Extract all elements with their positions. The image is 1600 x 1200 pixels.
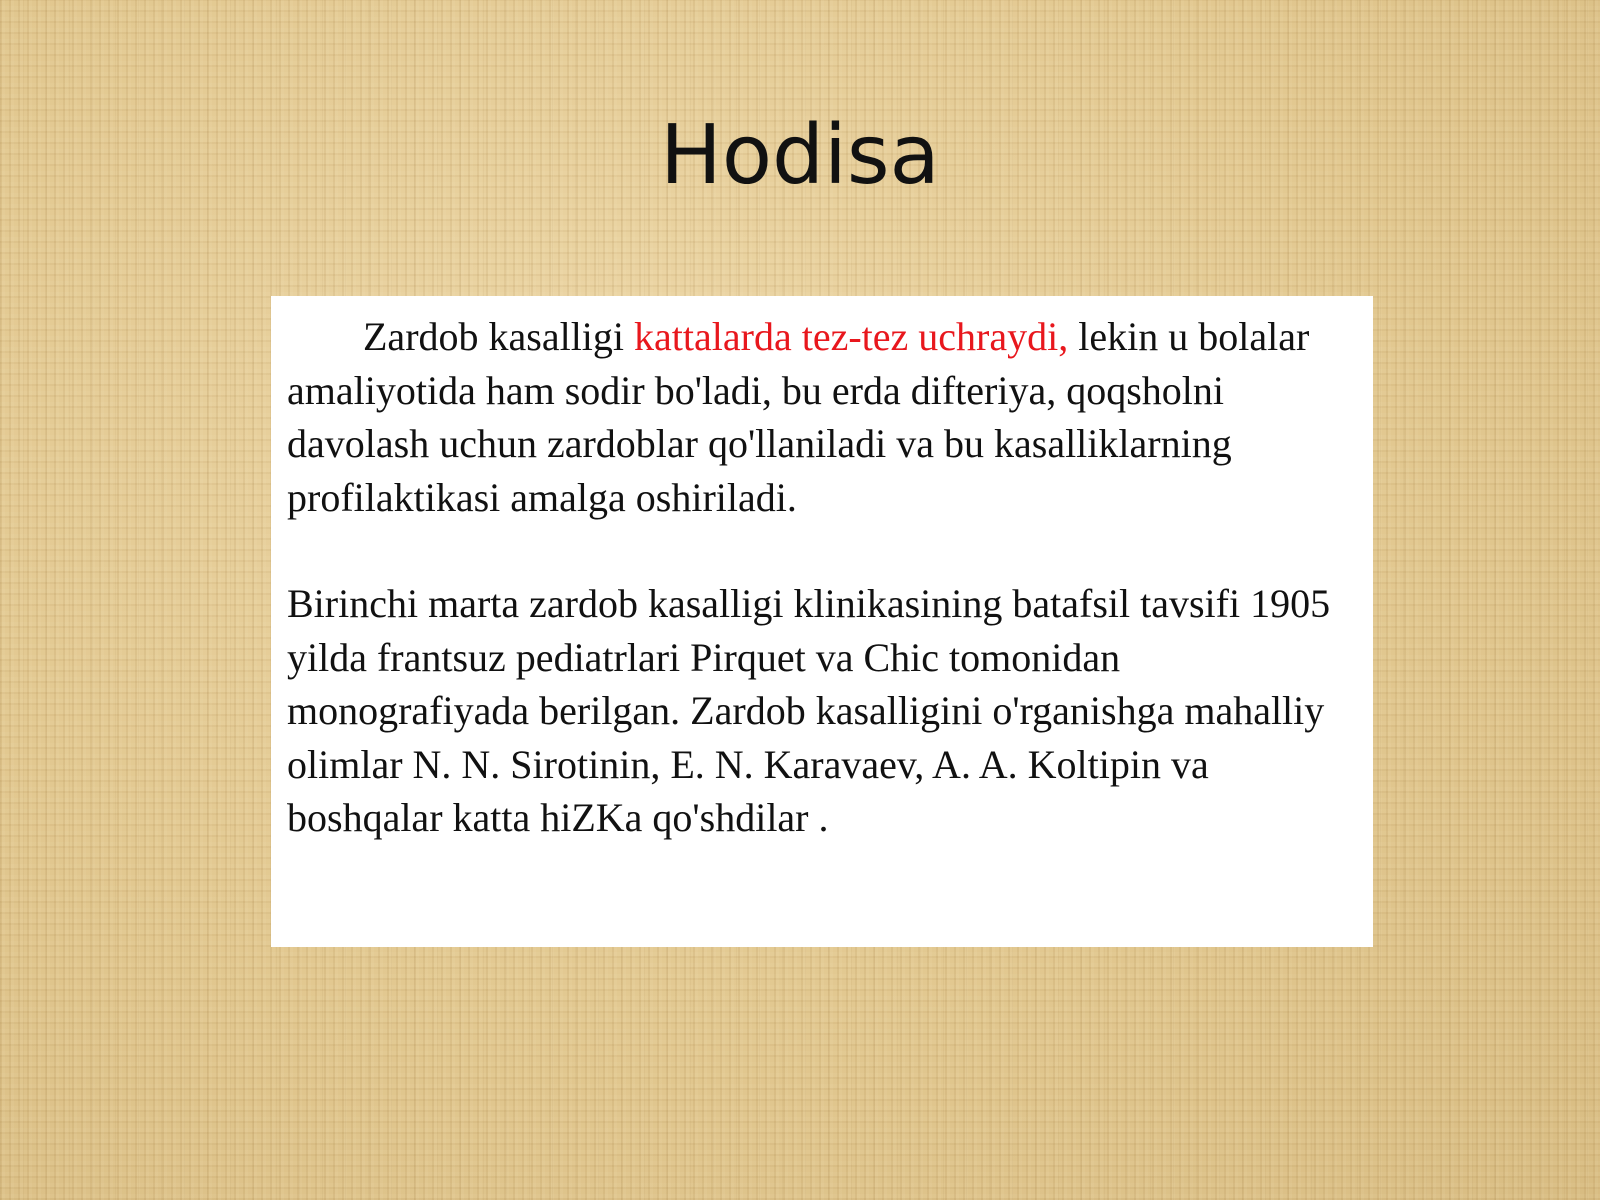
slide-title: Hodisa	[660, 108, 940, 203]
paragraph-1-part-2: lekin u bolalar amaliyotida ham sodir bo'ladi, bu erda difteriya, qoqsholni davolash uchun zardoblar qo'llaniladi va bu kasalliklarning profilaktikasi amalga oshiriladi.	[287, 314, 1310, 520]
paragraph-2: Birinchi marta zardob kasalligi klinikasining batafsil tavsifi 1905 yilda frantsuz pediatrlari Pirquet va Chic tomonidan monografiyada berilgan. Zardob kasalligini o'rganishga mahalliy olimlar N. N. Sirotinin, E. N. Karavaev, A. A. Koltipin va boshqalar katta hiZKa qo'shdilar .	[287, 581, 1331, 840]
paragraph-1-highlight: kattalarda tez-tez uchraydi,	[634, 314, 1069, 359]
paragraph-1-part-1: Zardob kasalligi	[363, 314, 635, 359]
paragraph-1	[287, 310, 1355, 524]
content-box	[271, 296, 1373, 947]
